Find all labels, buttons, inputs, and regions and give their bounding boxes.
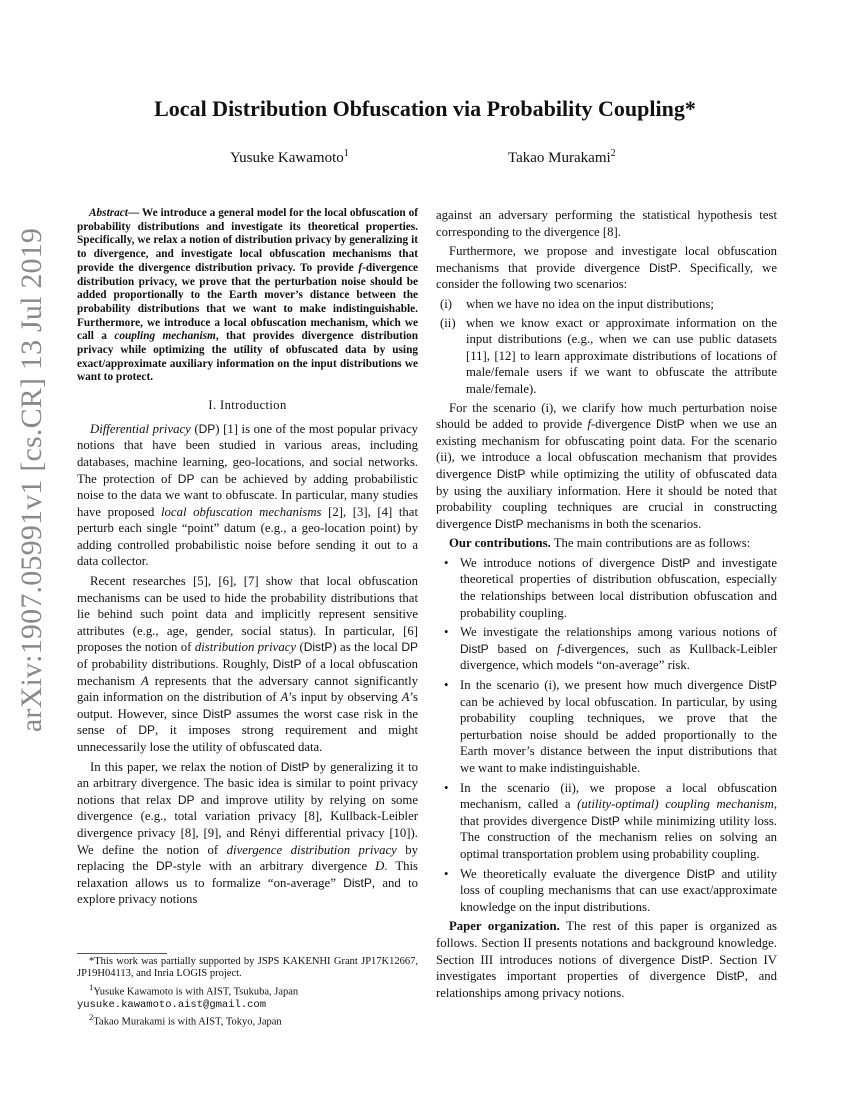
abstract-label: Abstract xyxy=(89,207,128,219)
abstract-text-b: -divergence distribution privacy, we prove that the perturbation noise should be added proportionally to the Earth mover’s distance between the probability distributions that we want to make indistinguishable. Furthermore, we introduce a local obfuscation mechanism, which we call a xyxy=(77,261,418,343)
footnote-funding: *This work was partially supported by JSPS KAKENHI Grant JP17K12667, JP19H04113, and Inria LOGIS project. xyxy=(77,956,418,980)
contribution-item: • In the scenario (ii), we propose a local obfuscation mechanism, called a (utility-optimal) coupling mechanism, that provides divergence DistP while minimizing utility loss. The construction of the mechanism relies on solving an optimal transportation problem using probability coupling. xyxy=(444,780,777,861)
footnote-rule xyxy=(77,953,167,954)
contribution-item: • We investigate the relationships among various notions of DistP based on f-divergences, such as Kullback-Leibler divergence, which models “on-average” risk. xyxy=(444,625,777,673)
contributions-intro: Our contributions. The main contributions are as follows: xyxy=(449,536,751,551)
paper-title: Local Distribution Obfuscation via Probability Coupling* xyxy=(154,96,696,121)
section-heading-introduction: I. Introduction xyxy=(208,398,287,413)
contribution-item: • We theoretically evaluate the divergence DistP and utility loss of coupling mechanisms that can use exact/approximate knowledge on the input distributions. xyxy=(444,866,777,914)
footnote-author-2: $^2$Takao Murakami is with AIST, Tokyo, Japan xyxy=(89,1012,282,1028)
arxiv-stamp-text: arXiv:1907.05991v1 [cs.CR] 13 Jul 2019 xyxy=(15,227,48,733)
paper-organization: Paper organization. The rest of this paper is organized as follows. Section II presents notations and background knowledge. Section III introduces notions of divergence DistP. Section IV investigates important properties of divergence DistP, and relationships among privacy notions. xyxy=(436,919,777,1000)
scenario-item: (ii) when we know exact or approximate information on the input distributions (e.g., when we can use public datasets [11], [12] to learn approximate distributions of locations of male/female users if we want to obfuscate the attribute male/female). xyxy=(440,315,777,396)
abstract-f: f xyxy=(358,261,363,274)
arxiv-stamp xyxy=(15,227,48,733)
author-email: yusuke.kawamoto.aist@gmail.com xyxy=(77,998,267,1011)
scenario-item: (i) when we have no idea on the input distributions; xyxy=(440,296,714,311)
author-1-name: Yusuke Kawamoto xyxy=(230,150,344,166)
author-2-name: Takao Murakami xyxy=(508,150,611,166)
left-column xyxy=(77,207,418,911)
right-column xyxy=(436,207,777,1004)
right-paragraph-1: against an adversary performing the statistical hypothesis test corresponding to the divergence [8]. xyxy=(436,208,777,239)
footnote-author-1: $^1$Yusuke Kawamoto is with AIST, Tsukuba, Japan yusuke.kawamoto.aist@gmail.com xyxy=(77,981,299,1011)
footnotes xyxy=(77,953,418,1029)
author-1-sup: 1 xyxy=(343,148,349,159)
abstract-text-a: — We introduce a general model for the local obfuscation of probability distributions and investigate its theoretical properties. Specifically, we relax a notion of distribution privacy by generalizing it to divergence, and investigate local obfuscation mechanisms that provide the divergence distribution privacy. To provide xyxy=(77,207,418,274)
right-paragraph-2: Furthermore, we propose and investigate local obfuscation mechanisms that provide divergence DistP. Specifically, we consider the following two scenarios: xyxy=(436,244,777,292)
intro-paragraph-1: Differential privacy (DP) [1] is one of the most popular privacy notions that have been studied in various areas, including databases, machine learning, geo-locations, and social networks. The protection of DP can be achieved by adding probabilistic noise to the data we want to obfuscate. In particular, many studies have proposed local obfuscation mechanisms [2], [3], [4] that perturb each single “point” datum (e.g., a geo-location point) by adding controlled probabilistic noise before sending it out to a data collector. xyxy=(77,421,418,569)
abstract xyxy=(77,207,418,385)
author-2 xyxy=(508,148,616,167)
contribution-item: • We introduce notions of divergence DistP and investigate theoretical properties of distribution obfuscation, especially the relationships between local distribution obfuscation and probability coupling. xyxy=(444,555,777,620)
contribution-item: • In the scenario (i), we present how much divergence DistP can be achieved by local obfuscation. In particular, by using probability coupling techniques, we prove that the perturbation noise should be added proportionally to the Earth mover’s distance between the input distributions that we want to make indistinguishable. xyxy=(444,678,777,775)
author-1 xyxy=(230,148,349,167)
author-2-sup: 2 xyxy=(610,148,616,159)
intro-paragraph-3: In this paper, we relax the notion of DistP by generalizing it to an arbitrary divergence. The basic idea is similar to point privacy notions that relax DP and improve utility by relying on some divergence (e.g., total variation privacy [8], Kullback-Leibler divergence privacy [8], [9], and Rényi differential privacy [10]). We define the notion of divergence distribution privacy by replacing the DP-style with an arbitrary divergence D. This relaxation allows us to formalize “on-average” DistP, and to explore privacy notions xyxy=(77,759,419,907)
right-paragraph-3: For the scenario (i), we clarify how much perturbation noise should be added to provide f-divergence DistP when we use an existing mechanism for obfuscating point data. For the scenario (ii), we introduce a local obfuscation mechanism that provides divergence DistP while optimizing the utility of obfuscated data by using the auxiliary information. Here it should be noted that probability coupling techniques are crucial in constructing divergence DistP mechanisms in both the scenarios. xyxy=(436,400,777,531)
abstract-coupling: coupling mechanism xyxy=(114,330,216,343)
intro-paragraph-2: Recent researches [5], [6], [7] show that local obfuscation mechanisms can be used to hide the probability distributions that lie behind such point data and implicitly represent sensitive attributes (e.g., age, gender, social status). In particular, [6] proposes the notion of distribution privacy (DistP) as the local DP of probability distributions. Roughly, DistP of a local obfuscation mechanism A represents that the adversary cannot significantly gain information on the distribution of A’s input by observing A’s output. However, since DistP assumes the worst case risk in the sense of DP, it imposes strong requirement and might unnecessarily lose the utility of obfuscated data. xyxy=(77,574,419,755)
abstract-text-c: , that provides divergence distribution privacy while optimizing the utility of obfuscated data by using exact/approximate auxiliary information on the input distributions we want to protect. xyxy=(77,330,419,384)
